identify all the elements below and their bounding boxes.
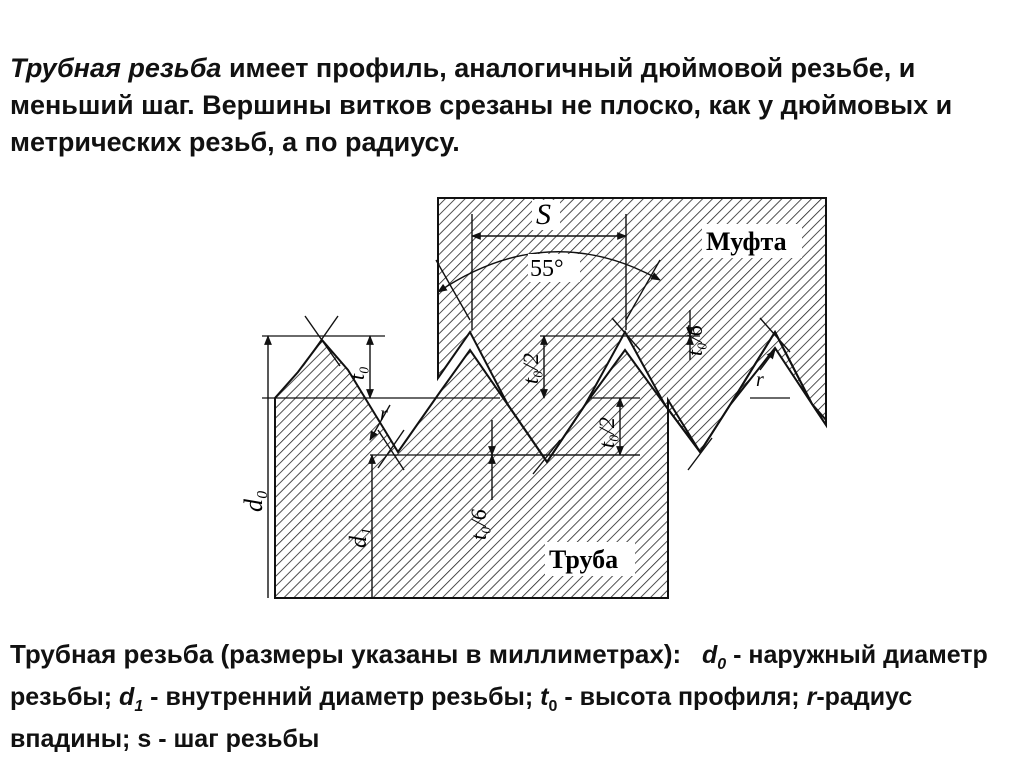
caption-d1-text: - внутренний диаметр резьбы; [143,683,541,711]
caption-s-symbol: s [137,725,152,753]
label-t0-half-mid: t₀/2 [594,417,619,448]
label-coupling: Муфта [706,227,787,256]
caption-r-symbol: r [806,683,817,711]
caption-t0-text: - высота профиля; [557,683,807,711]
label-pipe: Труба [549,545,619,574]
intro-term: Трубная резьба [10,53,222,83]
label-r-left: r [380,403,388,425]
label-angle: 55° [530,256,564,282]
caption-d0-subscript: 0 [717,656,727,673]
caption-lead: Трубная резьба (размеры указаны в миллиметрах): [10,639,682,669]
label-t0-sixth-left: t₀/6 [466,509,491,540]
caption-d1-subscript: 1 [134,698,144,715]
caption-t0-symbol: t [540,683,549,711]
label-t0: t₀ [344,366,369,380]
label-t0-half-top: t₀/2 [518,353,543,384]
caption-t0-subscript: 0 [548,698,558,715]
label-t0-sixth-right: t₀/6 [682,325,707,356]
label-d1: d₁ [346,527,372,548]
caption-d1-symbol: d [119,683,135,711]
label-r-right: r [756,369,764,391]
caption-d0-symbol: d [702,641,718,669]
caption-paragraph [10,638,1014,756]
intro-text: имеет профиль, аналогичный дюймовой резьбе, и меньший шаг. Вершины витков срезаны не плоско, как у дюймовых и метрических резьб, а по радиусу. [10,53,953,157]
caption-r-text: -радиус впадины; [10,683,913,753]
label-pitch: S [536,198,551,231]
label-d0: d₀ [239,489,268,512]
caption-d0-text: - наружный диаметр резьбы; [10,641,988,711]
caption-s-text: - шаг резьбы [151,725,320,753]
